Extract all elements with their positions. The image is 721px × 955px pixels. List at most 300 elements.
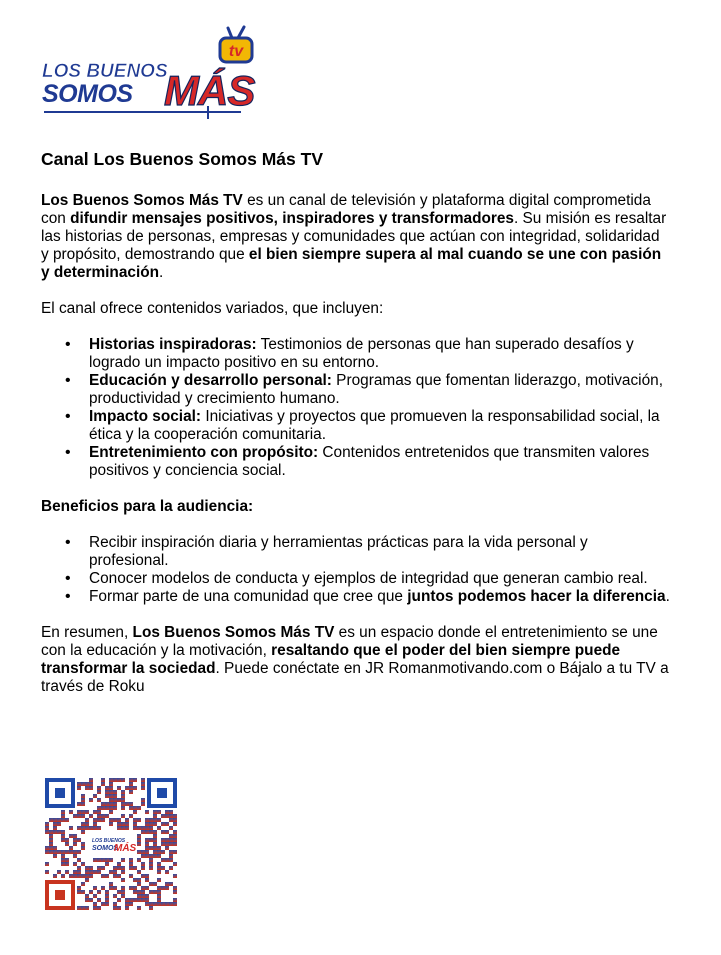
list-item-text: Contenidos entretenidos que transmiten valores positivos y conciencia social. xyxy=(89,444,650,479)
qr-module xyxy=(109,822,113,826)
qr-module xyxy=(49,842,53,846)
qr-module xyxy=(173,834,177,838)
qr-module xyxy=(117,818,121,822)
qr-module xyxy=(97,858,101,862)
qr-module xyxy=(117,890,121,894)
qr-module xyxy=(169,902,173,906)
qr-module xyxy=(73,850,77,854)
qr-module xyxy=(137,906,141,910)
qr-module xyxy=(109,802,113,806)
qr-module xyxy=(93,894,97,898)
qr-module xyxy=(129,874,133,878)
qr-module xyxy=(145,902,149,906)
qr-module xyxy=(141,778,145,782)
qr-module xyxy=(173,822,177,826)
qr-module xyxy=(161,850,165,854)
qr-module xyxy=(97,870,101,874)
qr-module xyxy=(93,826,97,830)
qr-module xyxy=(137,842,141,846)
qr-module xyxy=(65,858,69,862)
qr-module xyxy=(157,886,161,890)
qr-module xyxy=(121,790,125,794)
qr-module xyxy=(125,898,129,902)
qr-module xyxy=(113,906,117,910)
qr-module xyxy=(149,826,153,830)
qr-module xyxy=(97,818,101,822)
qr-module xyxy=(117,798,121,802)
qr-module xyxy=(85,818,89,822)
list-item-label: Educación y desarrollo personal: xyxy=(89,372,332,389)
qr-module xyxy=(85,782,89,786)
qr-module xyxy=(105,862,109,866)
qr-module xyxy=(165,810,169,814)
qr-module xyxy=(153,830,157,834)
qr-module xyxy=(141,782,145,786)
summary-bold: resaltando que el poder del bien siempre puede transformar la sociedad xyxy=(41,642,621,677)
qr-module xyxy=(129,898,133,902)
qr-module xyxy=(169,818,173,822)
qr-module xyxy=(97,866,101,870)
qr-module xyxy=(93,902,97,906)
qr-module xyxy=(45,822,49,826)
qr-module xyxy=(149,838,153,842)
qr-module xyxy=(89,898,93,902)
qr-module xyxy=(137,806,141,810)
qr-module xyxy=(109,778,113,782)
qr-module xyxy=(141,898,145,902)
qr-module xyxy=(173,830,177,834)
intro-brand: Los Buenos Somos Más TV xyxy=(41,192,243,209)
qr-module xyxy=(97,898,101,902)
qr-module xyxy=(129,902,133,906)
qr-module xyxy=(113,802,117,806)
qr-module xyxy=(81,846,85,850)
qr-module xyxy=(77,810,81,814)
qr-module xyxy=(161,858,165,862)
qr-module xyxy=(77,786,81,790)
qr-module xyxy=(157,854,161,858)
qr-module xyxy=(93,858,97,862)
qr-module xyxy=(109,810,113,814)
qr-module xyxy=(105,858,109,862)
qr-module xyxy=(157,846,161,850)
qr-module xyxy=(69,834,73,838)
qr-module xyxy=(61,854,65,858)
qr-module xyxy=(149,866,153,870)
qr-module xyxy=(129,862,133,866)
qr-module xyxy=(173,862,177,866)
logo-line2: SOMOS xyxy=(42,80,133,108)
qr-module xyxy=(173,890,177,894)
list-item xyxy=(89,444,671,480)
qr-module xyxy=(49,846,53,850)
qr-module xyxy=(125,802,129,806)
qr-module xyxy=(93,810,97,814)
benefits-list xyxy=(41,534,671,606)
list-item xyxy=(89,336,671,372)
qr-module xyxy=(61,850,65,854)
qr-module xyxy=(149,854,153,858)
qr-module xyxy=(165,846,169,850)
qr-module xyxy=(89,778,93,782)
qr-module xyxy=(81,874,85,878)
qr-module xyxy=(117,822,121,826)
qr-module xyxy=(153,834,157,838)
qr-module xyxy=(93,822,97,826)
benefit-bold: juntos podemos hacer la diferencia xyxy=(407,588,666,605)
qr-module xyxy=(125,822,129,826)
qr-module xyxy=(57,822,61,826)
qr-module xyxy=(129,802,133,806)
qr-module xyxy=(45,830,49,834)
qr-module xyxy=(81,798,85,802)
qr-module xyxy=(141,826,145,830)
summary-text-2: es un espacio donde el entretenimiento se une con la educación y la motivación, xyxy=(41,624,658,659)
qr-module xyxy=(117,778,121,782)
qr-module xyxy=(141,830,145,834)
qr-module xyxy=(133,886,137,890)
qr-module xyxy=(173,814,177,818)
qr-module xyxy=(137,838,141,842)
qr-module xyxy=(121,826,125,830)
qr-module xyxy=(45,826,49,830)
qr-module xyxy=(129,782,133,786)
qr-module xyxy=(157,862,161,866)
benefits-heading-text: Beneficios para la audiencia: xyxy=(41,498,254,515)
qr-module xyxy=(105,890,109,894)
qr-module xyxy=(149,846,153,850)
page-title: Canal Los Buenos Somos Más TV xyxy=(41,149,323,169)
qr-module xyxy=(137,858,141,862)
qr-module xyxy=(85,874,89,878)
qr-module xyxy=(121,814,125,818)
qr-module xyxy=(137,878,141,882)
qr-module xyxy=(97,814,101,818)
qr-module xyxy=(133,810,137,814)
qr-module xyxy=(57,850,61,854)
qr-module xyxy=(93,794,97,798)
list-item-label: Impacto social: xyxy=(89,408,202,425)
qr-module xyxy=(173,850,177,854)
qr-module xyxy=(153,822,157,826)
channel-logo xyxy=(36,22,256,122)
qr-module xyxy=(145,822,149,826)
qr-module xyxy=(169,810,173,814)
qr-module xyxy=(85,870,89,874)
qr-module xyxy=(77,890,81,894)
qr-module xyxy=(133,778,137,782)
qr-module xyxy=(101,806,105,810)
qr-module xyxy=(73,870,77,874)
qr-module xyxy=(129,858,133,862)
qr-module xyxy=(113,794,117,798)
qr-module xyxy=(113,874,117,878)
qr-module xyxy=(57,830,61,834)
benefits-heading xyxy=(41,498,671,516)
qr-module xyxy=(133,822,137,826)
qr-module xyxy=(145,826,149,830)
qr-module xyxy=(157,890,161,894)
qr-module xyxy=(77,826,81,830)
qr-module xyxy=(169,858,173,862)
qr-module xyxy=(105,790,109,794)
qr-module xyxy=(129,786,133,790)
qr-module xyxy=(81,814,85,818)
qr-module xyxy=(149,818,153,822)
qr-module xyxy=(113,894,117,898)
qr-module xyxy=(145,898,149,902)
qr-module xyxy=(149,906,153,910)
qr-module xyxy=(101,802,105,806)
qr-module xyxy=(149,882,153,886)
qr-module xyxy=(133,898,137,902)
qr-module xyxy=(61,862,65,866)
qr-module xyxy=(125,818,129,822)
qr-module xyxy=(45,850,49,854)
qr-module xyxy=(45,870,49,874)
qr-module xyxy=(165,902,169,906)
list-item-text: Testimonios de personas que han superado desafíos y logrado un impacto positivo en su entorno. xyxy=(89,336,634,371)
qr-module xyxy=(137,890,141,894)
qr-module xyxy=(97,798,101,802)
qr-module xyxy=(117,862,121,866)
qr-module xyxy=(165,882,169,886)
logo-line3: MÁS xyxy=(164,67,255,114)
qr-module xyxy=(113,902,117,906)
qr-module xyxy=(129,814,133,818)
qr-module xyxy=(157,866,161,870)
qr-module xyxy=(49,818,53,822)
summary-text-1: En resumen, xyxy=(41,624,133,641)
qr-module xyxy=(45,862,49,866)
qr-module xyxy=(149,830,153,834)
qr-module xyxy=(81,782,85,786)
qr-module xyxy=(157,878,161,882)
qr-module xyxy=(77,858,81,862)
qr-module xyxy=(73,814,77,818)
qr-module xyxy=(137,894,141,898)
qr-module xyxy=(85,878,89,882)
qr-module xyxy=(169,854,173,858)
qr-module xyxy=(105,802,109,806)
qr-module xyxy=(85,866,89,870)
qr-module xyxy=(61,810,65,814)
qr-module xyxy=(149,890,153,894)
intro-text-3: . xyxy=(159,264,164,281)
intro-text-1: es un canal de televisión y plataforma digital comprometida con xyxy=(41,192,651,227)
qr-module xyxy=(153,810,157,814)
qr-module xyxy=(141,874,145,878)
qr-module xyxy=(97,906,101,910)
qr-module xyxy=(105,814,109,818)
qr-module xyxy=(137,882,141,886)
qr-module xyxy=(157,898,161,902)
qr-module xyxy=(169,834,173,838)
qr-module xyxy=(89,782,93,786)
summary-text-3: . Puede conéctate en JR Romanmotivando.com o Bájalo a tu TV a través de Roku xyxy=(41,660,669,695)
qr-module xyxy=(61,858,65,862)
qr-module xyxy=(53,826,57,830)
qr-module xyxy=(85,906,89,910)
list-item-label: Historias inspiradoras: xyxy=(89,336,257,353)
qr-module xyxy=(145,830,149,834)
qr-module xyxy=(117,874,121,878)
qr-module xyxy=(141,802,145,806)
qr-module xyxy=(141,798,145,802)
qr-module xyxy=(65,862,69,866)
qr-module xyxy=(109,790,113,794)
qr-module xyxy=(145,886,149,890)
qr-module xyxy=(65,870,69,874)
qr-module xyxy=(81,842,85,846)
qr-module xyxy=(153,854,157,858)
intro-bold-1: difundir mensajes positivos, inspiradores y transformadores xyxy=(70,210,514,227)
qr-module xyxy=(145,846,149,850)
summary-brand: Los Buenos Somos Más TV xyxy=(132,624,335,641)
qr-module xyxy=(53,850,57,854)
list-item-text: Iniciativas y proyectos que promueven la responsabilidad social, la ética y la cooperación comunitaria. xyxy=(89,408,660,443)
qr-module xyxy=(49,830,53,834)
qr-module xyxy=(81,822,85,826)
qr-module xyxy=(125,906,129,910)
qr-module xyxy=(117,906,121,910)
qr-module xyxy=(105,894,109,898)
qr-module xyxy=(169,838,173,842)
qr-logo-line2: SOMOS xyxy=(92,845,119,852)
qr-module xyxy=(121,866,125,870)
qr-module xyxy=(65,838,69,842)
qr-module xyxy=(169,882,173,886)
qr-module xyxy=(161,838,165,842)
qr-module xyxy=(97,806,101,810)
qr-module xyxy=(145,838,149,842)
qr-module xyxy=(113,886,117,890)
qr-module xyxy=(121,894,125,898)
qr-module xyxy=(97,826,101,830)
qr-module xyxy=(145,818,149,822)
qr-module xyxy=(89,786,93,790)
qr-logo-line3: MÁS xyxy=(114,843,137,854)
qr-module xyxy=(49,834,53,838)
qr-module xyxy=(89,874,93,878)
qr-module xyxy=(145,842,149,846)
qr-module xyxy=(121,890,125,894)
qr-module xyxy=(149,822,153,826)
qr-module xyxy=(113,870,117,874)
qr-module xyxy=(117,786,121,790)
qr-module xyxy=(109,794,113,798)
qr-module xyxy=(137,850,141,854)
qr-module xyxy=(85,898,89,902)
qr-module xyxy=(109,806,113,810)
qr-module xyxy=(153,850,157,854)
qr-module xyxy=(157,870,161,874)
qr-module xyxy=(113,778,117,782)
qr-module xyxy=(173,838,177,842)
qr-module xyxy=(81,882,85,886)
qr-module xyxy=(165,870,169,874)
qr-module xyxy=(157,850,161,854)
qr-module xyxy=(165,858,169,862)
qr-module xyxy=(165,822,169,826)
qr-module xyxy=(65,818,69,822)
qr-module xyxy=(105,786,109,790)
qr-module xyxy=(169,826,173,830)
qr-module xyxy=(109,818,113,822)
qr-module xyxy=(113,866,117,870)
qr-module xyxy=(121,798,125,802)
qr-module xyxy=(81,794,85,798)
qr-module xyxy=(129,778,133,782)
qr-module xyxy=(69,874,73,878)
qr-module xyxy=(69,846,73,850)
qr-code[interactable] xyxy=(45,778,177,910)
qr-module xyxy=(109,786,113,790)
qr-module xyxy=(101,818,105,822)
qr-module xyxy=(73,874,77,878)
qr-module xyxy=(89,814,93,818)
qr-module xyxy=(129,790,133,794)
benefit-text: Conocer modelos de conducta y ejemplos de integridad que generan cambio real. xyxy=(89,570,648,587)
qr-module xyxy=(149,858,153,862)
qr-module xyxy=(45,846,49,850)
qr-module xyxy=(69,826,73,830)
qr-module xyxy=(141,786,145,790)
qr-module xyxy=(97,890,101,894)
qr-module xyxy=(165,814,169,818)
qr-module xyxy=(61,838,65,842)
qr-module xyxy=(73,834,77,838)
qr-module xyxy=(101,874,105,878)
list-item-label: Entretenimiento con propósito: xyxy=(89,444,319,461)
summary-paragraph xyxy=(41,624,671,696)
qr-module xyxy=(65,842,69,846)
qr-module xyxy=(77,850,81,854)
qr-module xyxy=(129,866,133,870)
qr-module xyxy=(161,842,165,846)
qr-module xyxy=(173,874,177,878)
qr-module xyxy=(153,842,157,846)
qr-module xyxy=(65,850,69,854)
qr-module xyxy=(161,814,165,818)
qr-module xyxy=(77,782,81,786)
qr-module xyxy=(161,822,165,826)
content-list xyxy=(41,336,671,480)
qr-module xyxy=(89,890,93,894)
qr-module xyxy=(53,830,57,834)
qr-module xyxy=(73,838,77,842)
qr-module xyxy=(161,886,165,890)
qr-module xyxy=(81,862,85,866)
qr-module xyxy=(161,830,165,834)
qr-module xyxy=(173,898,177,902)
qr-module xyxy=(109,782,113,786)
qr-module xyxy=(133,826,137,830)
qr-module xyxy=(89,798,93,802)
qr-module xyxy=(101,814,105,818)
qr-module xyxy=(133,786,137,790)
qr-module xyxy=(133,890,137,894)
qr-module xyxy=(133,878,137,882)
qr-module xyxy=(53,846,57,850)
qr-module xyxy=(77,802,81,806)
qr-module xyxy=(157,810,161,814)
qr-module xyxy=(61,834,65,838)
qr-module xyxy=(93,818,97,822)
benefit-end: . xyxy=(665,588,670,605)
qr-module xyxy=(141,854,145,858)
list-item xyxy=(89,570,671,588)
